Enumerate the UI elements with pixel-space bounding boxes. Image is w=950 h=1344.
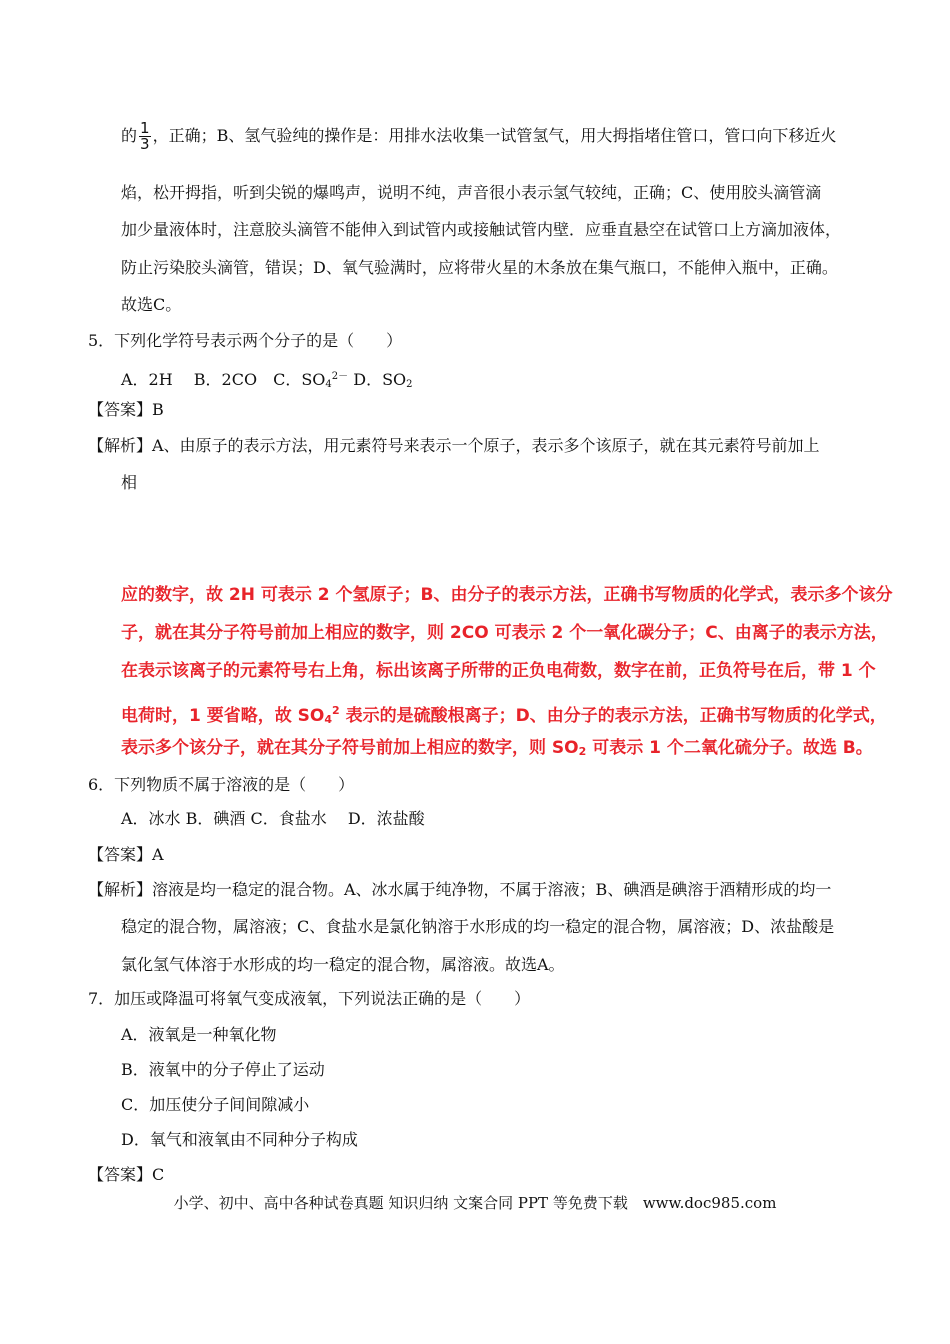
q5-options bbox=[121, 367, 413, 395]
fraction-one-third bbox=[139, 121, 151, 152]
q7-question: 7．加压或降温可将氧气变成液氧，下列说法正确的是（ ） bbox=[88, 989, 531, 1008]
q5-analysis-line1: 【解析】A、由原子的表示方法，用元素符号来表示一个原子，表示多个该原子，就在其元素符号前加上 bbox=[88, 436, 820, 455]
q4-analysis-line4: 防止污染胶头滴管，错误；D、氧气验满时，应将带火星的木条放在集气瓶口，不能伸入瓶中，正确。 bbox=[121, 258, 838, 277]
q7-answer: 【答案】C bbox=[88, 1165, 165, 1184]
q7-option-b: B．液氧中的分子停止了运动 bbox=[121, 1060, 325, 1079]
q6-answer: 【答案】A bbox=[88, 845, 164, 864]
q6-analysis-line2: 稳定的混合物，属溶液；C、食盐水是氯化钠溶于水形成的均一稳定的混合物，属溶液；D、浓盐酸是 bbox=[121, 917, 835, 936]
red-line5-part-b: 可表示 1 个二氧化硫分子。故选 B。 bbox=[586, 738, 873, 758]
q5-analysis-line2: 相 bbox=[121, 473, 138, 492]
so4-superscript: 2－ bbox=[331, 371, 349, 382]
q7-option-d: D．氧气和液氧由不同种分子构成 bbox=[121, 1130, 358, 1149]
q5-red-line1: 应的数字，故 2H 可表示 2 个氢原子；B、由分子的表示方法，正确书写物质的化学式，表示多个该分 bbox=[121, 585, 893, 605]
q6-analysis-line1: 【解析】溶液是均一稳定的混合物。A、冰水属于纯净物，不属于溶液；B、碘酒是碘溶于酒精形成的均一 bbox=[88, 880, 832, 899]
q5-options-text: A．2H B．2CO C．SO bbox=[121, 370, 326, 389]
q7-option-a: A．液氧是一种氧化物 bbox=[121, 1025, 277, 1044]
q4-prefix: 的 bbox=[121, 126, 138, 145]
red-so2-subscript: 2 bbox=[578, 745, 587, 758]
q6-question: 6．下列物质不属于溶液的是（ ） bbox=[88, 775, 355, 794]
red-so4-superscript: 2 bbox=[332, 704, 340, 717]
red-line5-part-a: 表示多个该分子，就在其分子符号前加上相应的数字，则 SO bbox=[121, 738, 579, 758]
q4-line1-text: ，正确；B、氢气验纯的操作是：用排水法收集一试管氢气，用大拇指堵住管口，管口向下移近火 bbox=[152, 126, 837, 145]
q6-options: A．冰水 B．碘酒 C．食盐水 D．浓盐酸 bbox=[121, 809, 425, 828]
q5-option-d: D．SO bbox=[348, 370, 407, 389]
red-line4-part-a: 电荷时，1 要省略，故 SO bbox=[121, 706, 325, 726]
q5-red-line3: 在表示该离子的元素符号右上角，标出该离子所带的正负电荷数，数字在前，正负符号在后，带 1 个 bbox=[121, 661, 876, 681]
red-so4-subscript: 4 bbox=[324, 713, 333, 726]
q7-option-c: C．加压使分子间间隙减小 bbox=[121, 1095, 310, 1114]
so4-subscript: 4 bbox=[325, 379, 332, 390]
q5-answer: 【答案】B bbox=[88, 400, 164, 419]
page-footer: 小学、初中、高中各种试卷真题 知识归纳 文案合同 PPT 等免费下载 www.doc985.com bbox=[173, 1194, 777, 1212]
red-line4-part-b: 表示的是硫酸根离子；D、由分子的表示方法，正确书写物质的化学式， bbox=[339, 706, 887, 726]
fraction-denominator: 3 bbox=[140, 135, 150, 153]
q4-analysis-line5: 故选C。 bbox=[121, 295, 182, 314]
q4-analysis-line2: 焰，松开拇指，听到尖锐的爆鸣声，说明不纯，声音很小表示氢气较纯，正确；C、使用胶头滴管滴 bbox=[121, 183, 822, 202]
q4-analysis-line1 bbox=[121, 121, 836, 152]
fraction-numerator: 1 bbox=[140, 119, 150, 137]
q6-analysis-line3: 氯化氢气体溶于水形成的均一稳定的混合物，属溶液。故选A。 bbox=[121, 955, 565, 974]
q5-question: 5．下列化学符号表示两个分子的是（ ） bbox=[88, 331, 403, 350]
so2-subscript: 2 bbox=[406, 379, 413, 390]
q5-red-line2: 子，就在其分子符号前加上相应的数字，则 2CO 可表示 2 个一氧化碳分子；C、由离子的表示方法， bbox=[121, 623, 888, 643]
q5-red-line4 bbox=[121, 700, 887, 731]
q5-red-line5 bbox=[121, 737, 873, 763]
q4-analysis-line3: 加少量液体时，注意胶头滴管不能伸入到试管内或接触试管内壁．应垂直悬空在试管口上方滴加液体， bbox=[121, 220, 842, 239]
